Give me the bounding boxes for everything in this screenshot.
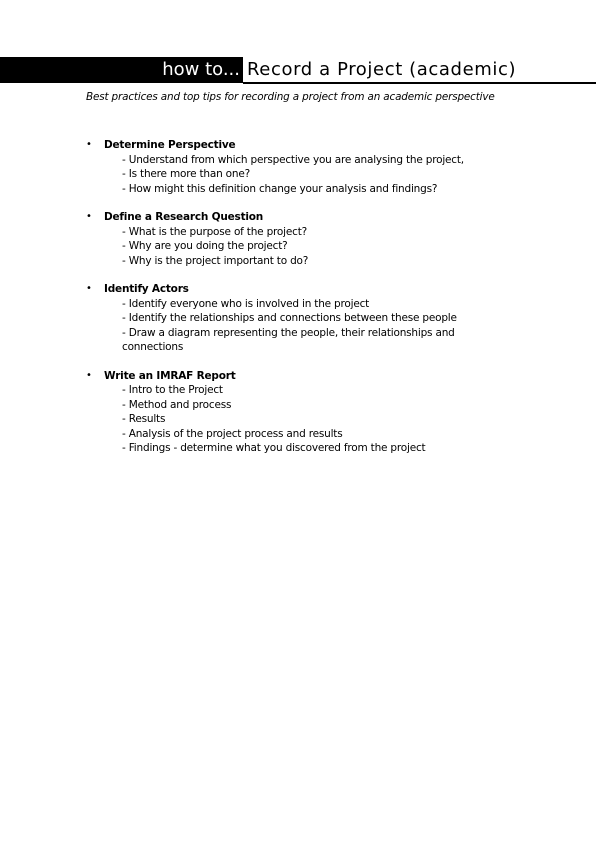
bullet-icon: • [86,369,92,381]
list-item: - Why is the project important to do? [122,254,309,267]
page-title: Record a Project (academic) [247,59,517,80]
list-item: - Results [122,413,166,425]
list-item: - Analysis of the project process and results [122,427,343,440]
section-items [122,383,506,456]
page-subtitle: Best practices and top tips for recording a project from an academic perspective [86,91,495,103]
title-prefix-block [0,57,243,83]
list-item: - Identify the relationships and connections between these people [122,312,457,324]
section-items [122,297,506,355]
list-item: - What is the purpose of the project? [122,225,307,238]
list-item: - Why are you doing the project? [122,240,288,252]
title-prefix: how to... [162,59,240,80]
section-write-imraf-report [86,369,506,456]
list-item: - Findings - determine what you discovered from the project [122,442,426,454]
list-item: - Draw a diagram representing the people, their relationships and connections [122,326,455,353]
list-item: - Is there more than one? [122,168,250,180]
section-items [122,225,506,269]
title-underline [243,82,596,84]
section-determine-perspective [86,138,506,196]
sections-list [86,138,506,470]
bullet-icon: • [86,139,92,150]
section-heading: Write an IMRAF Report [104,369,236,382]
section-heading: Identify Actors [104,283,189,295]
list-item: - How might this definition change your analysis and findings? [122,182,438,195]
list-item: - Identify everyone who is involved in the project [122,297,370,310]
bullet-icon: • [86,283,92,294]
list-item: - Intro to the Project [122,384,223,396]
list-item: - Method and process [122,398,232,411]
section-define-research-question [86,210,506,268]
bullet-icon: • [86,211,92,222]
section-heading: Define a Research Question [104,211,264,223]
list-item: - Understand from which perspective you are analysing the project, [122,153,464,166]
section-items [122,153,506,197]
section-heading: Determine Perspective [104,139,236,151]
title-bar [0,57,596,84]
section-identify-actors [86,282,506,355]
